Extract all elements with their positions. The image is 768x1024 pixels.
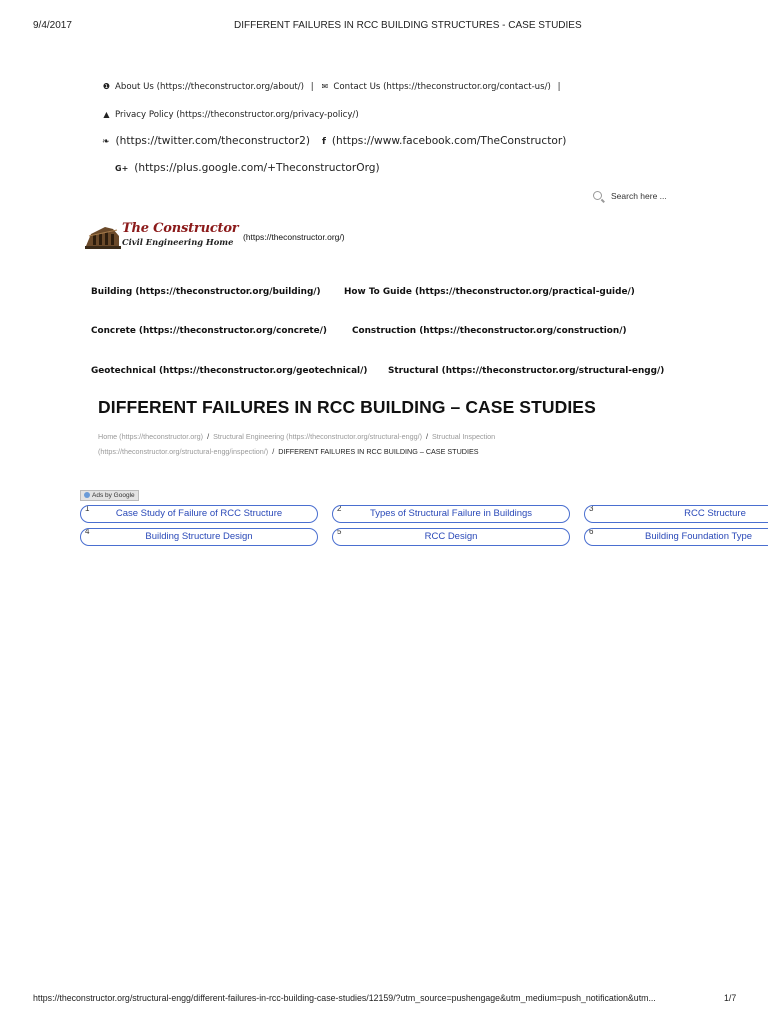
print-title: DIFFERENT FAILURES IN RCC BUILDING STRUCTURES - CASE STUDIES — [234, 20, 582, 31]
ad-link-number: 6 — [589, 528, 594, 536]
ad-link[interactable] — [584, 505, 768, 523]
breadcrumb-separator: / — [426, 432, 429, 441]
envelope-icon: ✉ — [321, 82, 329, 91]
search-input[interactable]: Search here ... — [611, 191, 667, 201]
breadcrumb-separator: / — [207, 432, 210, 441]
ad-link-number: 5 — [337, 528, 342, 536]
building-logo-icon — [85, 222, 121, 250]
nav-geotechnical[interactable]: Geotechnical (https://theconstructor.org/geotechnical/) — [91, 366, 368, 376]
ad-link-label: Building Foundation Type — [645, 531, 753, 542]
facebook-icon: f — [322, 137, 326, 147]
logo-url[interactable]: (https://theconstructor.org/) — [243, 232, 345, 242]
google-plus-icon: G+ — [115, 164, 129, 173]
ad-link-label: RCC Structure — [684, 508, 746, 519]
ad-link-number: 3 — [589, 505, 594, 513]
page-number: 1/7 — [724, 993, 737, 1003]
ad-link[interactable] — [80, 505, 318, 523]
facebook-url: (https://www.facebook.com/TheConstructor) — [331, 135, 567, 147]
top-links-row-1 — [102, 82, 560, 92]
ad-link[interactable] — [332, 505, 570, 523]
ad-link-label: Building Structure Design — [145, 531, 253, 542]
breadcrumb-line-2 — [98, 447, 479, 456]
nav-building[interactable]: Building (https://theconstructor.org/building/) — [91, 287, 321, 297]
ad-link[interactable] — [80, 528, 318, 546]
ad-link-number: 4 — [85, 528, 90, 536]
twitter-icon: ❧ — [102, 137, 110, 147]
breadcrumb-current: DIFFERENT FAILURES IN RCC BUILDING – CASE STUDIES — [278, 447, 479, 456]
ad-link-label: Case Study of Failure of RCC Structure — [115, 508, 283, 519]
twitter-link[interactable] — [102, 135, 310, 147]
ads-by-google-badge[interactable] — [80, 490, 139, 501]
page-title: DIFFERENT FAILURES IN RCC BUILDING – CASE STUDIES — [98, 397, 596, 417]
ad-link[interactable] — [332, 528, 570, 546]
logo-title: The Constructor — [122, 221, 239, 236]
top-links-row-2 — [102, 110, 359, 120]
nav-how-to-guide[interactable]: How To Guide (https://theconstructor.org/practical-guide/) — [344, 287, 635, 297]
warning-icon: ▲ — [103, 110, 110, 119]
breadcrumb-home[interactable]: Home (https://theconstructor.org) — [98, 432, 204, 441]
privacy-link[interactable]: Privacy Policy (https://theconstructor.org/privacy-policy/) — [115, 110, 359, 120]
print-date: 9/4/2017 — [33, 20, 72, 31]
twitter-url: (https://twitter.com/theconstructor2) — [115, 135, 311, 147]
info-icon: ❶ — [102, 82, 111, 91]
search-icon — [593, 191, 602, 200]
search-box[interactable] — [593, 191, 667, 201]
google-plus-link[interactable] — [115, 162, 380, 174]
site-logo[interactable] — [85, 222, 245, 252]
separator: | — [310, 82, 314, 92]
logo-subtitle: Civil Engineering Home — [122, 237, 234, 247]
separator: | — [557, 82, 561, 92]
ads-label: Ads by Google — [92, 492, 135, 499]
breadcrumb-structural[interactable]: Structural Engineering (https://theconstructor.org/structural-engg/) — [213, 432, 423, 441]
print-url: https://theconstructor.org/structural-engg/different-failures-in-rcc-building-case-studies/12159/?utm_source=pushengage&utm_medium=push_notification&utm... — [33, 993, 656, 1003]
ad-link-number: 2 — [337, 505, 342, 513]
breadcrumb — [98, 432, 495, 441]
google-url: (https://plus.google.com/+TheconstructorOrg) — [134, 162, 380, 174]
ad-link[interactable] — [584, 528, 768, 546]
breadcrumb-inspection[interactable]: Structual Inspection — [432, 432, 496, 441]
ad-link-label: Types of Structural Failure in Buildings — [369, 508, 533, 519]
ad-link-label: RCC Design — [424, 531, 478, 542]
nav-construction[interactable]: Construction (https://theconstructor.org/construction/) — [352, 326, 627, 336]
breadcrumb-inspection-url[interactable]: (https://theconstructor.org/structural-engg/inspection/) — [98, 447, 269, 456]
about-link[interactable]: About Us (https://theconstructor.org/about/) — [115, 82, 305, 92]
facebook-link[interactable] — [322, 135, 566, 147]
contact-link[interactable]: Contact Us (https://theconstructor.org/contact-us/) — [333, 82, 551, 92]
nav-structural[interactable]: Structural (https://theconstructor.org/structural-engg/) — [388, 366, 665, 376]
nav-concrete[interactable]: Concrete (https://theconstructor.org/concrete/) — [91, 326, 327, 336]
breadcrumb-separator: / — [272, 447, 275, 456]
ad-link-number: 1 — [85, 505, 90, 513]
info-icon — [84, 492, 90, 498]
